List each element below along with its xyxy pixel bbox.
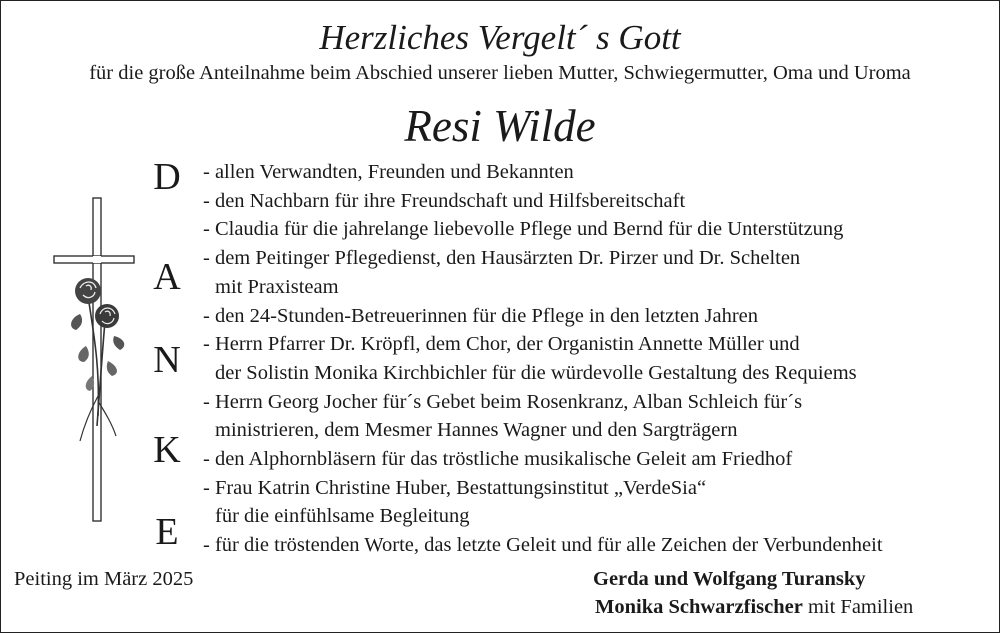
signature-line-2 [595, 596, 913, 619]
thanks-line: - für die tröstenden Worte, das letzte Geleit und für alle Zeichen der Verbundenheit [203, 534, 883, 557]
danke-letter-n: N [153, 339, 181, 381]
thanks-line: - dem Peitinger Pflegedienst, den Hausärzten Dr. Pirzer und Dr. Schelten [203, 247, 801, 270]
cross-with-roses-icon [50, 196, 150, 526]
thanks-line: - den Alphornbläsern für das tröstliche musikalische Geleit am Friedhof [203, 448, 793, 471]
danke-letter-d: D [153, 156, 181, 198]
danke-letter-k: K [153, 429, 181, 471]
thanks-line: - den Nachbarn für ihre Freundschaft und Hilfsbereitschaft [203, 189, 686, 212]
thanks-line: - den 24-Stunden-Betreuerinnen für die Pflege in den letzten Jahren [203, 304, 759, 327]
thanks-line: - allen Verwandten, Freunden und Bekannten [203, 161, 574, 183]
thanks-line: - Herrn Pfarrer Dr. Kröpfl, dem Chor, der Organistin Annette Müller und [203, 333, 800, 356]
thanks-list [203, 158, 993, 560]
notice-subline: für die große Anteilnahme beim Abschied unserer lieben Mutter, Schwiegermutter, Oma und Uroma [89, 62, 911, 84]
signature-suffix: mit Familien [802, 596, 914, 618]
thanks-line: der Solistin Monika Kirchbichler für die würdevolle Gestaltung des Requiems [215, 361, 857, 384]
thanks-line: - Claudia für die jahrelange liebevolle Pflege und Bernd für die Unterstützung [203, 218, 844, 241]
thanks-line: für die einfühlsame Begleitung [215, 505, 470, 528]
deceased-name: Resi Wilde [404, 101, 596, 151]
place-date: Peiting im März 2025 [14, 568, 194, 590]
thanks-line: ministrieren, dem Mesmer Hannes Wagner und den Sargträgern [215, 419, 738, 442]
thanks-line: - Herrn Georg Jocher für´s Gebet beim Rosenkranz, Alban Schleich für´s [203, 390, 803, 413]
danke-letter-e: E [155, 511, 179, 553]
signature-line-1: Gerda und Wolfgang Turansky [593, 568, 866, 590]
thanks-line: - Frau Katrin Christine Huber, Bestattungsinstitut „VerdeSia“ [203, 476, 707, 499]
thanks-line: mit Praxisteam [215, 275, 339, 298]
notice-heading: Herzliches Vergelt´ s Gott [319, 18, 681, 57]
signature-name: Monika Schwarzfischer [595, 596, 803, 618]
danke-letter-a: A [153, 256, 181, 298]
